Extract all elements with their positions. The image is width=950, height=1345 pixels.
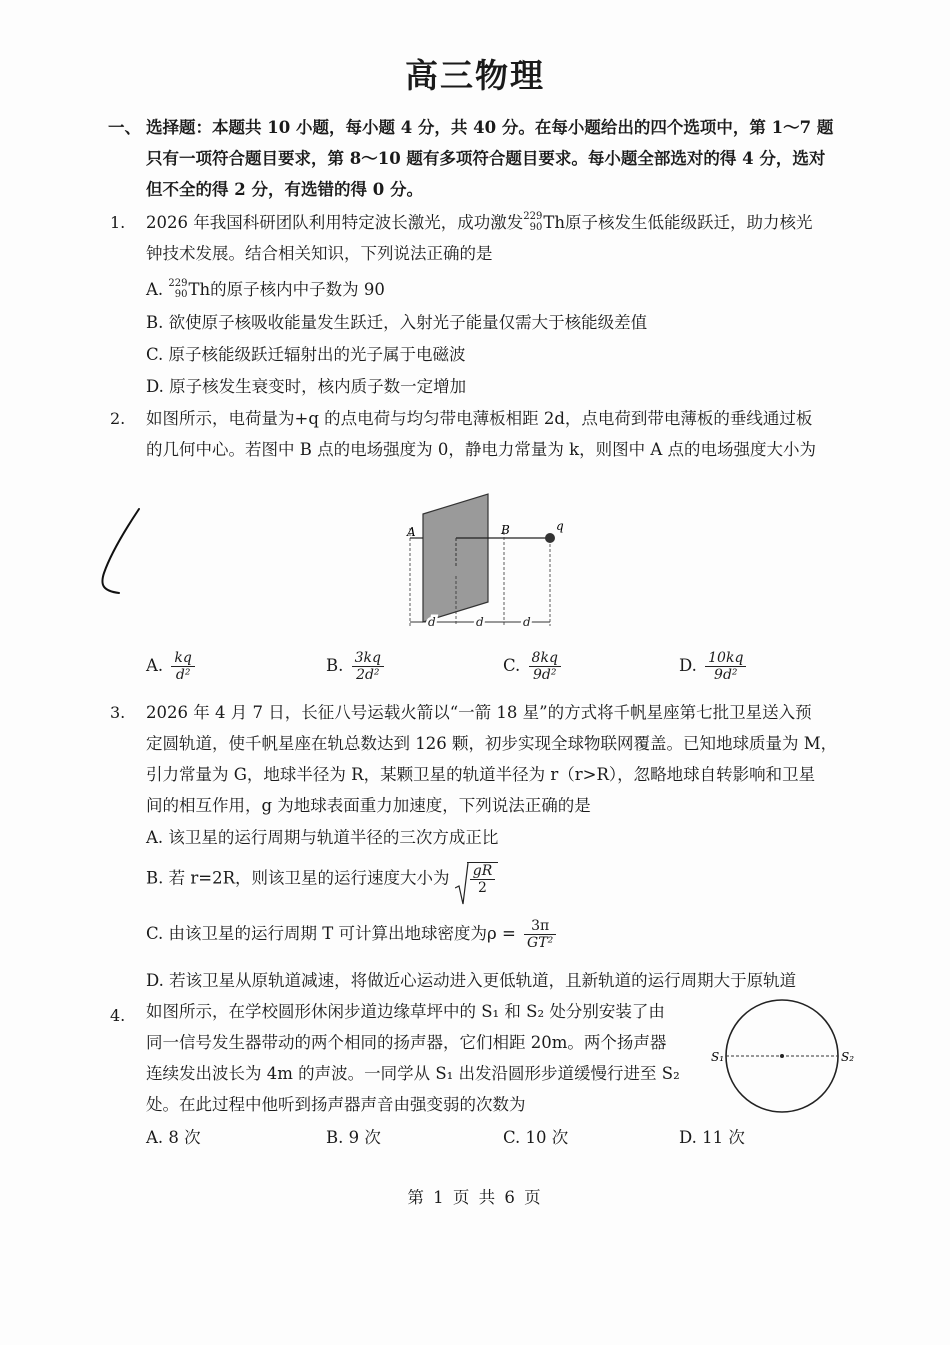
- q3-text-line1: 2026 年 4 月 7 日，长征八号运载火箭以“一箭 18 星”的方式将千帆星座第七批卫星送入预: [146, 703, 812, 722]
- label-a: A: [407, 525, 416, 539]
- q1-text-a: 2026 年我国科研团队利用特定波长激光，成功激发: [146, 213, 524, 232]
- q4-text-line4: 处。在此过程中他听到扬声器声音由强变弱的次数为: [146, 1095, 526, 1114]
- element-symbol: Th: [543, 213, 565, 232]
- q3-option-a: A. 该卫星的运行周期与轨道半径的三次方成正比: [146, 828, 499, 847]
- sqrt-expression: $\frac{gR}{2}$: [455, 862, 499, 896]
- q2-text-line1: 如图所示，电荷量为+q 的点电荷与均匀带电薄板相距 2d，点电荷到带电薄板的垂线通过板: [146, 409, 813, 428]
- q3-option-c: C. 由该卫星的运行周期 T 可计算出地球密度为ρ = $\frac{3\pi}{\text{GT²}}$: [146, 918, 559, 951]
- charged-plate-figure: [398, 486, 573, 636]
- page-title: 高三物理: [405, 56, 545, 95]
- label-s1: S₁: [711, 1050, 725, 1064]
- q2-option-a: A. $\frac{kq}{\text{d²}}$: [146, 650, 198, 683]
- q2-text-line2: 的几何中心。若图中 B 点的电场强度为 0，静电力常量为 k，则图中 A 点的电场强度大小为: [146, 440, 817, 459]
- q3-text-line2: 定圆轨道，使千帆星座在轨总数达到 126 颗，初步实现全球物联网覆盖。已知地球质量为 M，: [146, 734, 838, 753]
- page-footer: 第 1 页 共 6 页: [407, 1188, 543, 1207]
- q1-text-line2: 钟技术发展。结合相关知识，下列说法正确的是: [146, 244, 493, 263]
- question-2-stem: [146, 403, 858, 465]
- section-number: 一、: [108, 118, 141, 137]
- q1-text-b: 原子核发生低能级跃迁，助力核光: [564, 213, 813, 232]
- question-1-stem: [146, 207, 858, 269]
- question-1-number: 1.: [110, 213, 126, 232]
- q1-option-c: C. 原子核能级跃迁辐射出的光子属于电磁波: [146, 345, 466, 364]
- q4-option-c: C. 10 次: [503, 1128, 569, 1147]
- instruction-line: 但不全的得 2 分，有选错的得 0 分。: [146, 180, 423, 199]
- thorium-isotope: [523, 211, 542, 233]
- q4-text-line2: 同一信号发生器带动的两个相同的扬声器，它们相距 20m。两个扬声器: [146, 1033, 667, 1052]
- handwritten-pen-mark: [95, 505, 145, 600]
- q4-text-line1: 如图所示，在学校圆形休闲步道边缘草坪中的 S₁ 和 S₂ 处分别安装了由: [146, 1002, 665, 1021]
- label-q: q: [556, 519, 564, 533]
- label-s2: S₂: [841, 1050, 855, 1064]
- question-3-stem: [146, 697, 858, 821]
- section-instructions: [146, 112, 856, 205]
- q2-option-c: C. $\frac{8kq}{\text{9d²}}$: [503, 650, 564, 683]
- q1-option-b: B. 欲使原子核吸收能量发生跃迁，入射光子能量仅需大于核能级差值: [146, 313, 648, 332]
- mass-number: 229: [523, 210, 543, 222]
- question-4-number: 4.: [110, 1006, 126, 1025]
- point-charge: [545, 533, 555, 543]
- q4-text-line3: 连续发出波长为 4m 的声波。一同学从 S₁ 出发沿圆形步道缓慢行进至 S₂: [146, 1064, 680, 1083]
- q3-option-b: B. 若 r=2R，则该卫星的运行速度大小为 $\frac{gR}{2}$: [146, 862, 498, 896]
- q3-text-line4: 间的相互作用，g 为地球表面重力加速度，下列说法正确的是: [146, 796, 591, 815]
- label-b: B: [501, 523, 510, 537]
- q3-text-line3: 引力常量为 G，地球半径为 R，某颗卫星的轨道半径为 r（r>R），忽略地球自转影响和卫星: [146, 765, 816, 784]
- circular-path-figure: [705, 995, 860, 1120]
- q3-option-d: D. 若该卫星从原轨道减速，将做近心运动进入更低轨道，且新轨道的运行周期大于原轨道: [146, 971, 797, 990]
- q4-option-d: D. 11 次: [679, 1128, 745, 1147]
- q2-option-b: B. $\frac{3kq}{\text{2d²}}$: [326, 650, 387, 683]
- q4-option-a: A. 8 次: [146, 1128, 201, 1147]
- q1-option-a: A. 229 90 Th的原子核内中子数为 90: [146, 277, 385, 300]
- distance-label: d: [523, 615, 531, 629]
- instruction-line: 选择题：本题共 10 小题，每小题 4 分，共 40 分。在每小题给出的四个选项中，第 1～7 题: [146, 118, 834, 137]
- q1-option-d: D. 原子核发生衰变时，核内质子数一定增加: [146, 377, 467, 396]
- question-2-number: 2.: [110, 409, 126, 428]
- q2-option-d: D. $\frac{10kq}{\text{9d²}}$: [679, 650, 749, 683]
- instruction-line: 只有一项符合题目要求，第 8～10 题有多项符合题目要求。每小题全部选对的得 4 分，选对: [146, 149, 826, 168]
- question-4-stem: [146, 996, 706, 1120]
- atomic-number: 90: [529, 221, 543, 233]
- question-3-number: 3.: [110, 703, 126, 722]
- q4-option-b: B. 9 次: [326, 1128, 381, 1147]
- distance-label: d: [428, 615, 436, 629]
- distance-label: d: [476, 615, 484, 629]
